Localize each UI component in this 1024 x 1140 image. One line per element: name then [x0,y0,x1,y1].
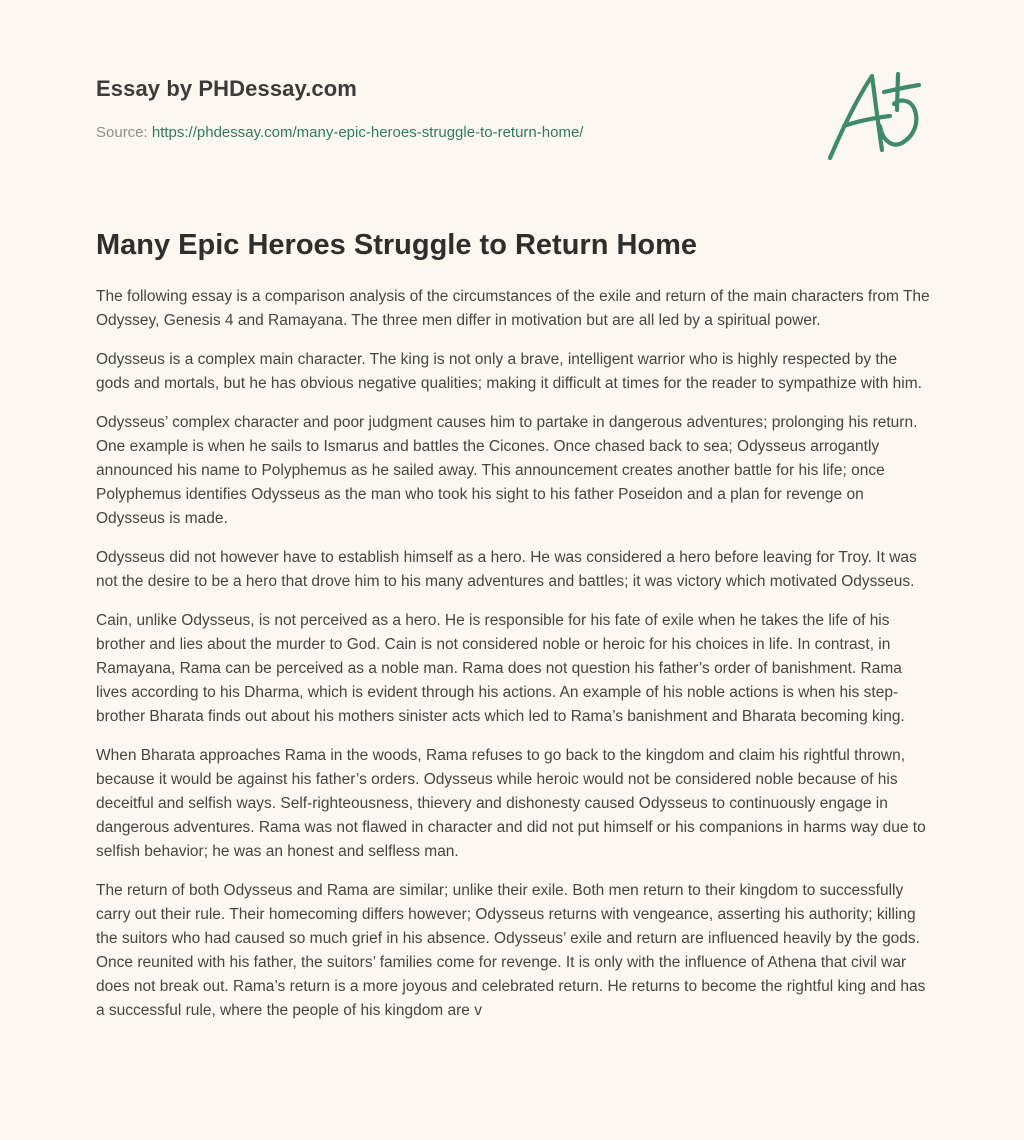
essay-paragraph: Odysseus is a complex main character. The king is not only a brave, intelligent warrior who is highly respected by the gods and mortals, but he has obvious negative qualities; making it difficult at times for the reader to sympathize with him. [96,351,922,392]
source-line [96,124,583,141]
essay-paragraph: Odysseus’ complex character and poor judgment causes him to partake in dangerous adventures; prolonging his return. One example is when he sails to Ismarus and battles the Cicones. Once chased back to sea; Odysseus arrogantly announced his name to Polyphemus as he sailed away. This announcement creates another battle for his life; once Polyphemus identifies Odysseus as the man who took his sight to his father Poseidon and a plan for revenge on Odysseus is made. [96,414,918,527]
source-link[interactable]: https://phdessay.com/many-epic-heroes-struggle-to-return-home/ [151,124,584,141]
essay-body [96,285,932,1038]
essay-paragraph: When Bharata approaches Rama in the woods, Rama refuses to go back to the kingdom and claim his rightful thrown, because it would be against his father’s orders. Odysseus while heroic would not be considered noble because of his deceitful and selfish ways. Self-righteousness, thievery and dishonesty caused Odysseus to continuously engage in dangerous adventures. Rama was not flawed in character and did not put himself or his companions in harms way due to selfish behavior; he was an honest and selfless man. [96,747,926,860]
essay-title: Many Epic Heroes Struggle to Return Home [96,229,698,261]
essay-paragraph: The following essay is a comparison analysis of the circumstances of the exile and return of the main characters from The Odyssey, Genesis 4 and Ramayana. The three men differ in motivation but are all led by a spiritual power. [96,288,930,329]
essay-paragraph: Cain, unlike Odysseus, is not perceived as a hero. He is responsible for his fate of exile when he takes the life of his brother and lies about the murder to God. Cain is not considered noble or heroic for his choices in life. In contrast, in Ramayana, Rama can be perceived as a noble man. Rama does not question his father’s order of banishment. Rama lives according to his Dharma, which is evident through his actions. An example of his noble actions is when his step-brother Bharata finds out about his mothers sinister acts which led to Rama’s banishment and Bharata becoming king. [96,612,905,725]
site-brand[interactable]: Essay by PHDessay.com [96,76,357,101]
page-header [96,76,928,176]
source-label: Source: [96,124,148,141]
essay-paragraph: The return of both Odysseus and Rama are similar; unlike their exile. Both men return to their kingdom to successfully carry out their rule. Their homecoming differs however; Odysseus returns with vengeance, asserting his authority; killing the suitors who had caused so much grief in his absence. Odysseus’ exile and return are influenced heavily by the gods. Once reunited with his father, the suitors’ families come for revenge. It is only with the influence of Athena that civil war does not break out. Rama’s return is a more joyous and celebrated return. He returns to become the rightful king and has a successful rule, where the people of his kingdom are v [96,882,926,1019]
a-plus-logo-icon [822,68,928,166]
essay-paragraph: Odysseus did not however have to establish himself as a hero. He was considered a hero before leaving for Troy. It was not the desire to be a hero that drove him to his many adventures and battles; it was victory which motivated Odysseus. [96,549,917,590]
